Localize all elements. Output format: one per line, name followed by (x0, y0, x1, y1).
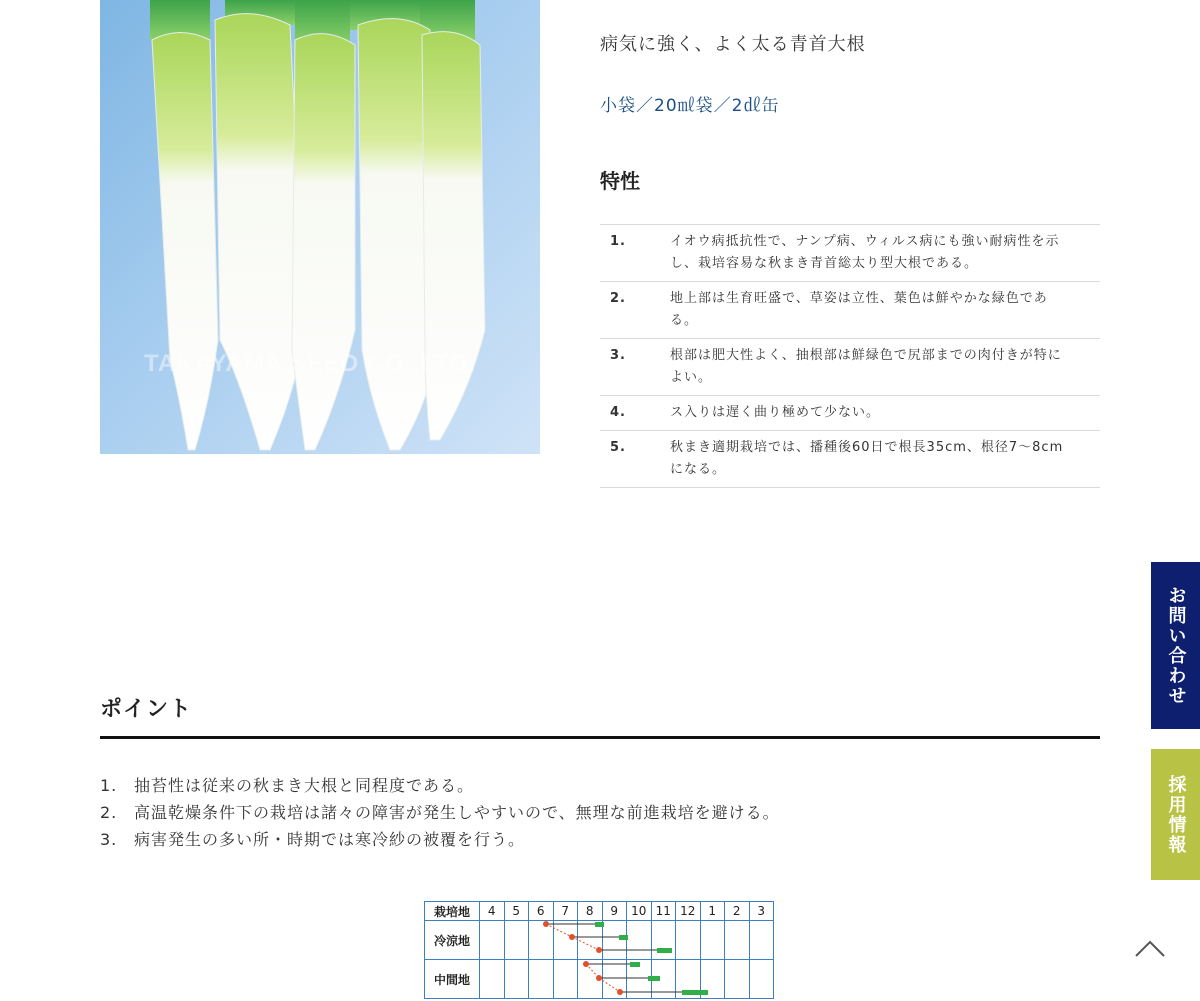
list-item (100, 772, 780, 799)
month-label: 5 (504, 902, 529, 921)
month-label: 4 (480, 902, 505, 921)
trait-text: 秋まき適期栽培では、播種後60日で根長35cm、根径7〜8cmになる。 (670, 431, 1100, 488)
month-label: 12 (676, 902, 701, 921)
trait-number: 3. (600, 339, 670, 396)
table-row (600, 225, 1100, 282)
trait-number: 5. (600, 431, 670, 488)
watermark-text: TAKAYAMA SEED CO.,LTD. (144, 350, 476, 377)
cultivation-calendar (424, 901, 774, 999)
trait-text: 根部は肥大性よく、抽根部は鮮緑色で尻部までの肉付きが特によい。 (670, 339, 1100, 396)
recruit-tab[interactable] (1151, 749, 1200, 880)
table-row (600, 282, 1100, 339)
daikon-illustration (100, 0, 540, 454)
month-label: 7 (553, 902, 578, 921)
trait-number: 1. (600, 225, 670, 282)
point-text: 高温乾燥条件下の栽培は諸々の障害が発生しやすいので、無理な前進栽培を避ける。 (134, 803, 780, 822)
calendar-header-row (425, 902, 774, 921)
trait-text: 地上部は生育旺盛で、草姿は立性、葉色は鮮やかな緑色である。 (670, 282, 1100, 339)
contact-tab[interactable] (1151, 562, 1200, 729)
calendar-row (425, 960, 774, 999)
month-label: 9 (602, 902, 627, 921)
point-number: 3. (100, 830, 118, 849)
point-text: 抽苔性は従来の秋まき大根と同程度である。 (134, 776, 475, 795)
chevron-up-icon (1134, 932, 1166, 964)
list-item (100, 799, 780, 826)
traits-table (600, 224, 1100, 488)
table-row (600, 396, 1100, 431)
month-label: 6 (529, 902, 554, 921)
section-divider (100, 736, 1100, 739)
point-number: 1. (100, 776, 118, 795)
table-row (600, 431, 1100, 488)
month-label: 2 (725, 902, 750, 921)
product-subtitle: 病気に強く、よく太る青首大根 (600, 34, 866, 55)
point-title: ポイント (100, 697, 193, 722)
calendar-row (425, 921, 774, 960)
point-text: 病害発生の多い所・時期では寒冷紗の被覆を行う。 (134, 830, 526, 849)
list-item (100, 826, 780, 853)
product-image (100, 0, 540, 454)
region-label: 中間地 (425, 960, 480, 999)
back-to-top-button[interactable] (1134, 932, 1166, 964)
month-label: 10 (627, 902, 652, 921)
trait-number: 2. (600, 282, 670, 339)
trait-number: 4. (600, 396, 670, 431)
trait-text: イオウ病抵抗性で、ナンプ病、ウィルス病にも強い耐病性を示し、栽培容易な秋まき青首総太り型大根である。 (670, 225, 1100, 282)
calendar-header-label: 栽培地 (425, 902, 480, 921)
month-label: 3 (749, 902, 774, 921)
recruit-tab-label: 採用情報 (1165, 774, 1187, 855)
region-label: 冷涼地 (425, 921, 480, 960)
point-list (100, 772, 780, 853)
month-label: 8 (578, 902, 603, 921)
point-number: 2. (100, 803, 118, 822)
traits-title: 特性 (600, 169, 640, 193)
trait-text: ス入りは遅く曲り極めて少ない。 (670, 396, 1100, 431)
contact-tab-label: お問い合わせ (1165, 585, 1187, 706)
table-row (600, 339, 1100, 396)
package-sizes: 小袋／20㎖袋／2㎗缶 (600, 96, 780, 116)
month-label: 11 (651, 902, 676, 921)
month-label: 1 (700, 902, 725, 921)
